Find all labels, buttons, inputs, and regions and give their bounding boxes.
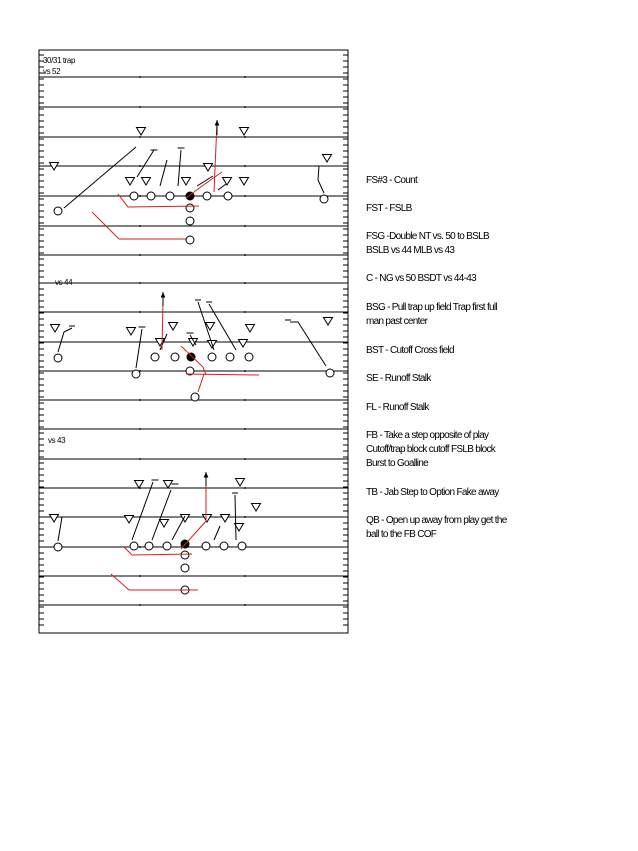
defender-triangle	[169, 323, 178, 331]
defender-triangle	[239, 340, 248, 348]
offense-player	[226, 353, 234, 361]
offense-player	[54, 543, 62, 551]
defender-triangle	[160, 520, 169, 528]
offense-player	[130, 542, 138, 550]
route-line	[290, 322, 326, 366]
section-label-vs-43: vs 43	[48, 436, 66, 445]
note-bsg: BSG - Pull trap up field Trap first full man past center	[366, 302, 497, 327]
offense-player	[245, 353, 253, 361]
offense-player	[238, 542, 246, 550]
offense-player	[326, 369, 334, 377]
defender-triangle	[240, 128, 249, 136]
offense-player	[151, 353, 159, 361]
defender-triangle	[221, 515, 230, 523]
offense-player	[202, 542, 210, 550]
defender-triangle	[324, 318, 333, 326]
defender-triangle	[236, 479, 245, 487]
defender-triangle	[50, 515, 59, 523]
arrow-head	[161, 292, 166, 298]
defender-triangle	[126, 178, 135, 186]
note-qb: QB - Open up away from play get the ball to the FB COF	[366, 515, 507, 540]
center-player	[187, 353, 195, 361]
defender-triangle	[135, 481, 144, 489]
defender-triangle	[125, 516, 134, 524]
note-fst: FST - FSLB	[366, 203, 412, 214]
defender-triangle	[182, 178, 191, 186]
defender-triangle	[51, 325, 60, 333]
offense-player	[163, 542, 171, 550]
route-line	[58, 328, 72, 352]
offense-player	[191, 393, 199, 401]
block-line	[160, 160, 167, 186]
offense-player	[54, 354, 62, 362]
note-center: C - NG vs 50 BSDT vs 44-43	[366, 273, 476, 284]
defender-triangle	[137, 128, 146, 136]
route-line	[186, 374, 259, 375]
offense-player	[320, 195, 328, 203]
offense-player	[224, 192, 232, 200]
block-line	[152, 490, 171, 540]
defender-triangle	[164, 481, 173, 489]
note-bst: BST - Cutoff Cross field	[366, 345, 454, 356]
offense-player	[147, 192, 155, 200]
note-se: SE - Runoff Stalk	[366, 373, 431, 384]
defender-triangle	[204, 164, 213, 172]
play-title: 30/31 trap	[43, 56, 76, 65]
block-line	[214, 526, 220, 540]
block-line	[172, 516, 185, 540]
route-line	[198, 374, 204, 392]
offense-player	[132, 370, 140, 378]
defender-triangle	[223, 178, 232, 186]
formation-vs-52	[50, 120, 332, 244]
block-line	[218, 184, 226, 190]
block-line	[136, 329, 142, 368]
arrow-head	[215, 120, 220, 126]
offense-player	[220, 542, 228, 550]
defender-triangle	[127, 328, 136, 336]
offense-player	[181, 551, 189, 559]
offense-player	[186, 204, 194, 212]
note-fl: FL - Runoff Stalk	[366, 402, 429, 413]
section-label-vs-44: vs 44	[55, 278, 73, 287]
block-line	[132, 482, 153, 540]
defender-triangle	[252, 504, 261, 512]
offense-player	[181, 564, 189, 572]
offense-player	[145, 542, 153, 550]
offense-player	[186, 236, 194, 244]
note-fs3: FS#3 - Count	[366, 175, 418, 186]
section-label-vs-52: vs 52	[43, 67, 61, 76]
offense-player	[166, 192, 174, 200]
offense-player	[208, 353, 216, 361]
defender-triangle	[240, 178, 249, 186]
note-tb: TB - Jab Step to Option Fake away	[366, 487, 499, 498]
offense-player	[130, 192, 138, 200]
offense-player	[54, 207, 62, 215]
offense-player	[171, 353, 179, 361]
block-line	[137, 150, 154, 177]
note-fsg: FSG -Double NT vs. 50 to BSLB BSLB vs 44 MLB vs 43	[366, 231, 489, 256]
offense-player	[186, 217, 194, 225]
block-line	[235, 495, 236, 540]
defender-triangle	[203, 515, 212, 523]
defender-triangle	[142, 178, 151, 186]
route-line	[318, 166, 324, 193]
note-fb: FB - Take a step opposite of play Cutoff/trap block cutoff FSLB block Burst to Goalline	[366, 430, 496, 469]
defender-triangle	[323, 155, 332, 163]
block-line	[178, 150, 181, 186]
formation-vs-44	[51, 292, 335, 401]
defender-triangle	[246, 325, 255, 333]
offense-player	[203, 192, 211, 200]
arrow-head	[204, 472, 209, 478]
route-line	[58, 517, 62, 541]
